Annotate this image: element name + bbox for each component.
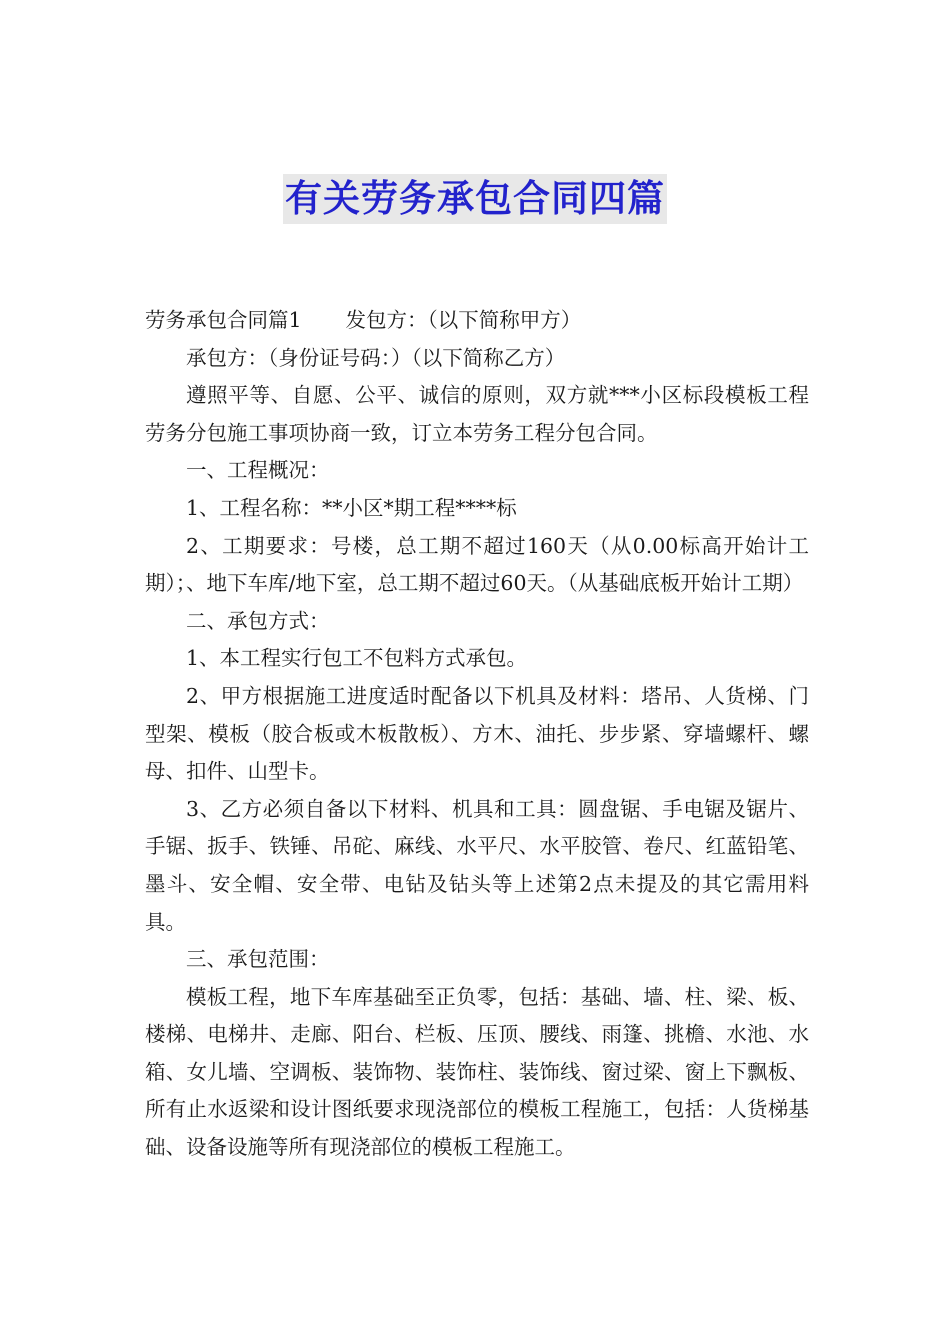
document-title: 有关劳务承包合同四篇 [283, 174, 667, 224]
project-name-item: 1、工程名称：**小区*期工程****标 [186, 495, 517, 520]
schedule-item: 2、工期要求：号楼，总工期不超过160天（从0.00标高开始计工期）；、地下车库/地下室，总工期不超过60天。（从基础底板开始计工期） [145, 533, 809, 596]
contract-body [145, 302, 809, 1167]
contract-section-label: 劳务承包合同篇1 [145, 308, 302, 332]
contract-heading-line [145, 302, 809, 340]
method-item-3: 3、乙方必须自备以下材料、机具和工具：圆盘锯、手电锯及锯片、手锯、扳手、铁锤、吊砣、麻线、水平尺、水平胶管、卷尺、红蓝铅笔、墨斗、安全帽、安全带、电钻及钻头等上述第2点未提及的其它需用料具。 [145, 796, 809, 934]
method-item-2: 2、甲方根据施工进度适时配备以下机具及材料：塔吊、人货梯、门型架、模板（胶合板或木板散板）、方木、油托、步步紧、穿墙螺杆、螺母、扣件、山型卡。 [145, 683, 809, 784]
method-item-1: 1、本工程实行包工不包料方式承包。 [186, 646, 528, 671]
title-area [0, 174, 950, 224]
contractor-party-line: 承包方：（身份证号码：）（以下简称乙方） [186, 345, 566, 370]
scope-paragraph: 模板工程，地下车库基础至正负零，包括：基础、墙、柱、梁、板、楼梯、电梯井、走廊、阳台、栏板、压顶、腰线、雨篷、挑檐、水池、水箱、女儿墙、空调板、装饰物、装饰柱、装饰线、窗过梁、窗上下飘板、所有止水返梁和设计图纸要求现浇部位的模板工程施工，包括：人货梯基础、设备设施等所有现浇部位的模板工程施工。 [145, 984, 809, 1160]
section-heading-method: 二、承包方式： [186, 608, 330, 633]
section-heading-scope: 三、承包范围： [186, 947, 330, 972]
section-heading-overview: 一、工程概况： [186, 458, 330, 483]
employer-party-line: 发包方：（以下简称甲方） [345, 308, 582, 332]
intro-paragraph: 遵照平等、自愿、公平、诚信的原则，双方就***小区标段模板工程劳务分包施工事项协商一致，订立本劳务工程分包合同。 [145, 383, 809, 445]
